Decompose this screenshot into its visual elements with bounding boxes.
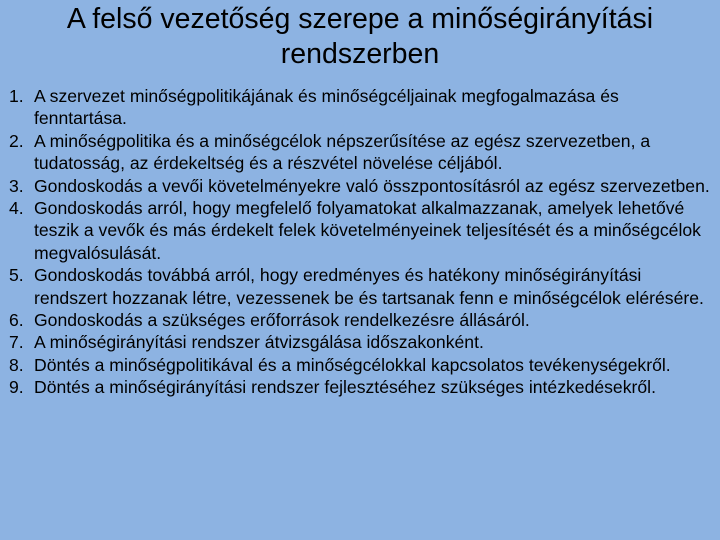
list-item [9, 354, 714, 376]
list-item-number: 6. [9, 310, 24, 331]
list-item [9, 85, 714, 130]
slide-title: A felső vezetőség szerepe a minőségirányítási rendszerben [66, 3, 654, 70]
numbered-list [9, 85, 714, 399]
list-item [9, 309, 714, 331]
list-item-number: 7. [9, 332, 24, 353]
list-item-text: Döntés a minőségirányítási rendszer fejlesztéséhez szükséges intézkedésekről. [34, 377, 656, 398]
list-item-number: 4. [9, 198, 24, 219]
list-item [9, 175, 714, 197]
list-item-number: 2. [9, 130, 24, 151]
list-item-text: Gondoskodás továbbá arról, hogy eredményes és hatékony minőségirányítási rendszert hozzanak létre, vezessenek be és tartsanak fenn e minőségcélok elérésére. [34, 265, 704, 308]
list-item-number: 8. [9, 354, 24, 375]
list-item [9, 376, 714, 398]
list-item-number: 9. [9, 377, 24, 398]
list-item-text: Döntés a minőségpolitikával és a minőségcélokkal kapcsolatos tevékenységekről. [34, 354, 671, 375]
list-item-number: 1. [9, 86, 24, 106]
list-item-text: A minőségirányítási rendszer átvizsgálása időszakonként. [34, 332, 484, 353]
list-item [9, 130, 714, 175]
list-item-text: Gondoskodás a szükséges erőforrások rendelkezésre állásáról. [34, 310, 530, 331]
list-item [9, 264, 714, 309]
list-item-text: A minőségpolitika és a minőségcélok népszerűsítése az egész szervezetben, a tudatosság, az érdekeltség és a részvétel növelése céljából. [34, 130, 651, 174]
list-item-text: Gondoskodás a vevői követelményekre való összpontosításról az egész szervezetben. [34, 175, 710, 196]
list-item-text: A szervezet minőségpolitikájának és minőségcéljainak megfogalmazása és fenntartása. [34, 86, 619, 129]
list-item [9, 331, 714, 353]
list-item-number: 5. [9, 265, 24, 286]
list-item-number: 3. [9, 175, 24, 196]
list-item-text: Gondoskodás arról, hogy megfelelő folyamatokat alkalmazzanak, amelyek lehetővé teszik a vevők és más érdekelt felek követelményeinek teljesítését és a minőségcélok megvalósulását. [34, 198, 701, 263]
list-item [9, 197, 714, 264]
